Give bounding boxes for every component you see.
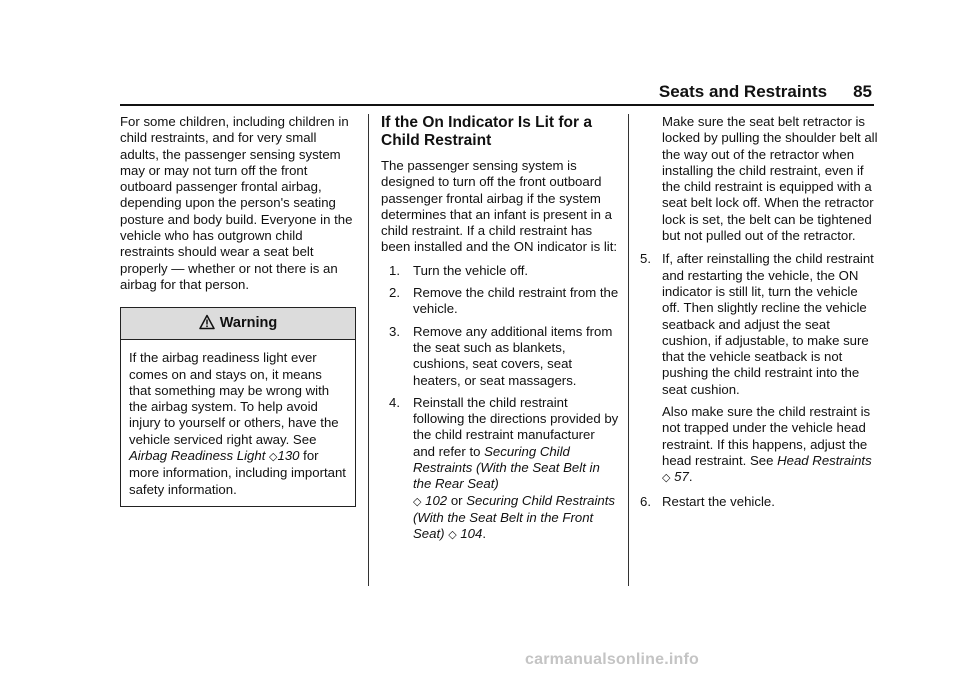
- list-item: [381, 395, 619, 544]
- cross-reference-link[interactable]: Airbag Readiness Light: [129, 448, 266, 464]
- step-number: 4.: [389, 394, 400, 410]
- list-item: [381, 263, 619, 279]
- warning-title: Warning: [219, 315, 278, 332]
- warning-text-part: for more information, including important safety information.: [129, 448, 346, 497]
- step-text: Also make sure the child restraint is not trapped under the vehicle head restraint. If this happens, adjust the head restraint. See: [662, 404, 871, 468]
- warning-text-part: If the airbag readiness light ever comes on and stays on, it means that something may be wrong with the airbag system. To help avoid injury to yourself or others, have the vehicle serviced right away. See: [129, 350, 339, 447]
- page-header: [659, 82, 872, 102]
- step-text: Remove the child restraint from the vehicle.: [413, 285, 619, 317]
- section-intro: The passenger sensing system is designed to turn off the front outboard passenger frontal airbag if the system determines that an infant is present in a child restraint. If a child restraint has been installed and the ON indicator is lit:: [381, 158, 618, 255]
- step-text-or: or: [447, 492, 467, 508]
- step-text: If, after reinstalling the child restraint and restarting the vehicle, the ON indicator is still lit, turn the vehicle off. Then slightly recline the vehicle seatback and adjust the seat cushion, if adjustable, to make sure that the vehicle seatback is not pushing the child restraint into the seat cushion.: [662, 251, 874, 397]
- warning-header: [121, 308, 355, 340]
- page-number: 85: [853, 82, 872, 101]
- step-number: 6.: [640, 493, 651, 509]
- warning-text: [129, 350, 347, 498]
- section-heading: If the On Indicator Is Lit for a Child Restraint: [381, 114, 592, 149]
- page-reference[interactable]: 57: [674, 469, 689, 485]
- step-text: Remove any additional items from the seat such as blankets, cushions, seat covers, seat heaters, or seat massagers.: [413, 323, 613, 388]
- cross-reference-link[interactable]: Securing Child Restraints (With the Seat Belt in the Front Seat): [413, 492, 616, 542]
- list-item: [640, 251, 878, 398]
- warning-triangle-icon: [199, 311, 215, 342]
- list-item: [381, 285, 619, 318]
- column-right: [640, 114, 878, 516]
- column-divider: [628, 114, 629, 586]
- step-number: 1.: [389, 262, 400, 278]
- step-text-end: .: [482, 526, 487, 542]
- column-divider: [368, 114, 369, 586]
- list-item: [640, 494, 878, 510]
- step-number: 2.: [389, 285, 400, 301]
- steps-list: [640, 251, 878, 398]
- intro-paragraph: For some children, including children in child restraints, and for very small adults, the passenger sensing system may or may not turn off the front outboard passenger frontal airbag, depending upon the person's seating posture and body build. Everyone in the vehicle who has outgrown child restraints should wear a seat belt properly — whether or not there is an airbag for that person.: [120, 114, 353, 292]
- step-text: Reinstall the child restraint following the directions provided by the child restraint manufacturer and refer to: [413, 394, 619, 459]
- step-continuation: [640, 404, 878, 486]
- page-ref-icon: ◇: [269, 451, 278, 464]
- section-title: Seats and Restraints: [658, 82, 828, 101]
- step-text: Restart the vehicle.: [662, 493, 775, 509]
- column-middle: [381, 114, 619, 550]
- cross-reference-link[interactable]: Securing Child Restraints (With the Seat Belt in the Rear Seat): [413, 443, 600, 492]
- page-ref-icon: ◇: [448, 529, 457, 542]
- column-left: [120, 114, 356, 507]
- step-text: Turn the vehicle off.: [413, 262, 529, 278]
- warning-body: [121, 340, 355, 506]
- page-ref-icon: ◇: [413, 495, 422, 508]
- step-number: 3.: [389, 323, 400, 339]
- warning-box: [120, 307, 356, 507]
- page-reference[interactable]: 102: [425, 492, 448, 508]
- steps-list: [381, 263, 619, 544]
- page-reference[interactable]: 104: [460, 526, 483, 542]
- watermark: carmanualsonline.info: [525, 651, 700, 668]
- steps-list: [640, 494, 878, 510]
- step-text-end: .: [688, 469, 693, 485]
- step-number: 5.: [640, 251, 651, 267]
- page-reference[interactable]: 130: [277, 448, 300, 464]
- page-ref-icon: ◇: [662, 472, 671, 485]
- cross-reference-link[interactable]: Head Restraints: [777, 452, 872, 468]
- header-rule: [120, 104, 874, 106]
- step-continuation: Make sure the seat belt retractor is locked by pulling the shoulder belt all the way out of the retractor when installing the child restraint, even if the child restraint is equipped with a seat belt lock off. When the retractor lock is set, the belt can be tightened but not pulled out of the retractor.: [662, 114, 878, 244]
- list-item: [381, 324, 619, 389]
